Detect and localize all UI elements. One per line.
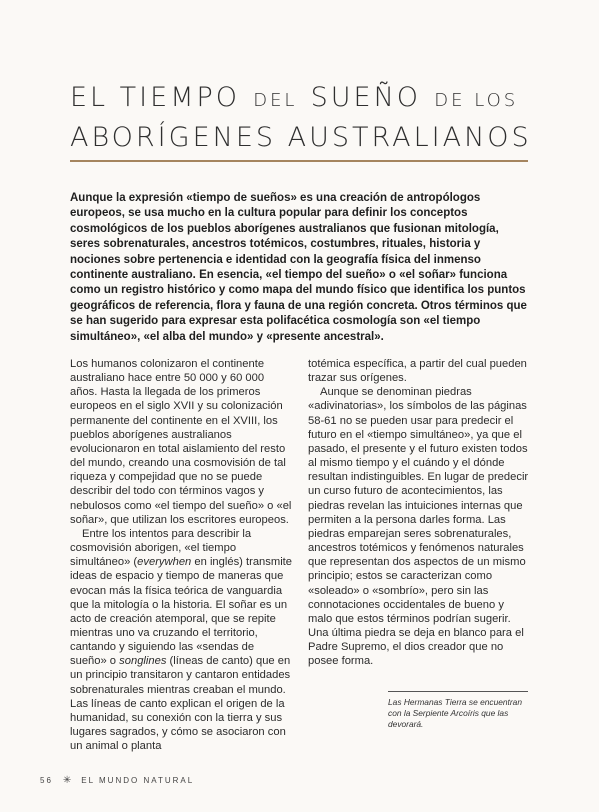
body-paragraph: Los humanos colonizaron el continente australiano hace entre 50 000 y 60 000 años. Hasta la llegada de los primeros europeos en el siglo XVII y su colonización permanente del continente en el XVIII, los pueblos aborígenes australianos evolucionaron en total aislamiento del resto del mundo, creando una cosmovisión de tal riqueza y compejidad que no se puede describir del todo con términos vagos y nebulosos como «el tiempo del sueño» o «el soñar», que utilizan los escritores europeos. — [70, 358, 292, 526]
title-part: DEL — [253, 90, 298, 111]
image-caption: Las Hermanas Tierra se encuentran con la Serpiente Arcoíris que las devorará. — [388, 697, 522, 729]
body-paragraph: totémica específica, a partir del cual pueden trazar sus orígenes. — [308, 358, 527, 385]
body-text-italic: everywhen — [137, 556, 192, 569]
body-text: Entre los intentos para describir la cosmovisión aborigen, «el tiempo simultáneo» ( — [70, 527, 252, 569]
title-part: DE LOS — [434, 90, 519, 111]
right-column — [308, 357, 530, 668]
body-text: (líneas de canto) que en un principio transitaron y cantaron entidades sobrenaturales mientras creaban el mundo. Las líneas de canto explican el origen de la humanidad, su conexión con la tierra y sus lugares sagrados, y cómo se asociaron con un animal o planta — [70, 655, 291, 753]
title-part: SUEÑO — [310, 82, 422, 113]
asterisk-ornament-icon: ✳ — [62, 775, 72, 786]
section-name: EL MUNDO NATURAL — [81, 776, 195, 785]
body-paragraph: Aunque se denominan piedras «adivinatorias», los símbolos de las páginas 58-61 no se pueden usar para predecir el futuro en el «tiempo simultáneo», ya que el pasado, el presente y el futuro existen todos al mismo tiempo y el cuándo y el dónde resultan indistinguibles. En lugar de predecir un curso futuro de acontecimientos, las piedras revelan las intuiciones internas que permiten a la persona darles forma. Las piedras emparejan seres sobrenaturales, ancestros totémicos y fenómenos naturales que representan dos aspectos de un mismo principio; estos se caracterizan como «soleado» o «sombrío», pero sin las connotaciones occidentales de bueno y malo que estos términos podrían sugerir. Una última piedra se deja en blanco para el Padre Supremo, el dios creador que no posee forma. — [308, 386, 529, 668]
title-part: ABORÍGENES AUSTRALIANOS — [70, 122, 532, 153]
body-paragraph — [70, 527, 292, 754]
caption-divider — [388, 691, 528, 692]
body-text: en inglés) transmite ideas de espacio y tiempo de maneras que evocan más la física teórica de vanguardia que la mitología o la historia. El soñar es un acto de creación atemporal, que se repite mientras uno va cruzando el territorio, cantando y siguiendo las «sendas de sueño» o — [70, 556, 293, 668]
intro-paragraph: Aunque la expresión «tiempo de sueños» es una creación de antropólogos europeos, se usa mucho en la cultura popular para definir los conceptos cosmológicos de los pueblos aborígenes australianos que fusionan mitología, seres sobrenaturales, ancestros totémicos, costumbres, rituales, historia y nociones sobre pertenencia e identidad con la geografía física del inmenso continente australiano. En esencia, «el tiempo del sueño» o «el soñar» funciona como un registro histórico y como mapa del mundo físico que identifica los puntos geográficos de referencia, flora y fauna de una región concreta. Otros términos que se han sugerido para expresar esta polifacética cosmología son «el tiempo simultáneo», «el alba del mundo» y «presente ancestral». — [70, 192, 527, 343]
title-divider — [70, 160, 528, 162]
page-number: 56 — [40, 776, 53, 785]
page-footer — [40, 775, 194, 786]
body-text-italic: songlines — [119, 655, 167, 668]
left-column — [70, 357, 292, 753]
title-part: EL TIEMPO — [70, 82, 241, 113]
page-title — [70, 78, 570, 155]
